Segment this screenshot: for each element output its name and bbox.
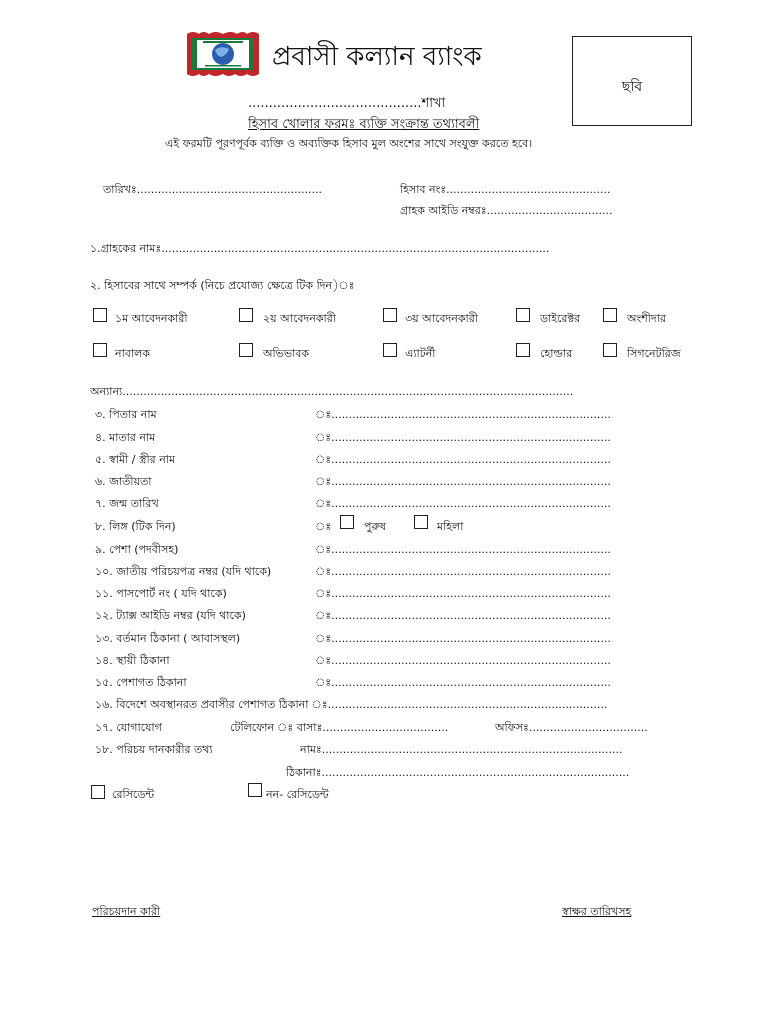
birth-date-field[interactable]: ঃ................................................................................ [315,497,611,510]
checkbox-partner[interactable] [603,308,617,322]
date-field[interactable]: তারিখঃ..................................................... [103,183,323,196]
others-field[interactable]: অন্যান্য................................................................................................................................. [90,385,574,398]
field-label: ৭. জন্ম তারিখ [95,497,159,510]
branch-field[interactable]: ..........................................শাখা [248,96,446,111]
photo-label: ছবি [621,79,643,95]
father-name-field[interactable]: ঃ................................................................................ [315,408,611,421]
introducer-label: ১৮. পরিচয় দানকারীর তথ্য [95,743,213,756]
customer-id-field[interactable]: গ্রাহক আইডি নম্বরঃ.................................... [400,204,613,217]
field-label: ১২. ট্যাক্স আইডি নম্বর (যদি থাকে) [95,609,246,622]
abroad-address-field[interactable]: ১৬. বিদেশে অবস্থানরত প্রবাসীর পেশাগত ঠিকানা ঃ................................................................................ [95,698,608,711]
photo-box [572,36,692,126]
introducer-name-field[interactable]: নামঃ...................................................................................... [300,743,623,756]
office-phone-field[interactable]: অফিসঃ.................................. [495,721,648,734]
field-label: ৩. পিতার নাম [95,408,157,421]
account-number-field[interactable]: হিসাব নংঃ............................................... [400,183,611,196]
label-minor: নাবালক [115,347,150,360]
label-holder: হোল্ডার [540,347,573,360]
field-label: ৫. স্বামী / স্ত্রীর নাম [95,453,176,466]
passport-field[interactable]: ঃ................................................................................ [315,587,611,600]
introducer-signature-label: পরিচয়দান কারী [92,905,161,918]
customer-name-field[interactable]: ১.গ্রাহকের নামঃ............................................................................................................... [90,242,550,255]
home-phone-field[interactable]: টেলিফোন ঃ বাসাঃ.................................... [230,721,449,734]
instruction-text: এই ফরমটি পূরণপূর্বক ব্যক্তি ও অব্যক্তিক হিসাব মুল অংশের সাথে সংযুক্ত করতে হবে। [165,137,533,150]
work-address-field[interactable]: ঃ................................................................................ [315,676,611,689]
checkbox-director[interactable] [516,308,530,322]
label-third-applicant: ৩য় আবেদনকারী [405,312,478,325]
checkbox-minor[interactable] [93,343,107,357]
checkbox-female[interactable] [414,515,428,529]
label-director: ডাইরেক্টর [540,312,581,325]
gender-colon: ঃ [315,520,332,533]
field-label: ১৪. স্থায়ী ঠিকানা [95,654,170,667]
checkbox-guardian[interactable] [239,343,253,357]
checkbox-male[interactable] [340,515,354,529]
label-female: মহিলা [437,520,464,533]
label-male: পুরুষ [364,520,386,533]
label-first-applicant: ১ম আবেদনকারী [115,312,188,325]
bank-logo [183,30,263,82]
checkbox-signatories[interactable] [603,343,617,357]
checkbox-attorney[interactable] [383,343,397,357]
label-second-applicant: ২য় আবেদনকারী [263,312,336,325]
field-label: ৪. মাতার নাম [95,431,156,444]
label-resident: রেসিডেন্ট [112,788,155,801]
checkbox-resident[interactable] [91,785,105,799]
present-address-field[interactable]: ঃ................................................................................ [315,632,611,645]
checkbox-first-applicant[interactable] [93,308,107,322]
form-title: হিসাব খোলার ফরমঃ ব্যক্তি সংক্রান্ত তথ্যাবলী [248,117,480,132]
contact-label: ১৭. যোগাযোগ [95,721,162,734]
tax-id-field[interactable]: ঃ................................................................................ [315,609,611,622]
field-label: ১১. পাসপোর্ট নং ( যদি থাকে) [95,587,227,600]
field-label: ৯. পেশা (পদবীসহ) [95,543,179,556]
nationality-field[interactable]: ঃ................................................................................ [315,475,611,488]
mother-name-field[interactable]: ঃ................................................................................ [315,431,611,444]
introducer-address-field[interactable]: ঠিকানাঃ........................................................................................ [286,766,630,779]
field-label: ১০. জাতীয় পরিচয়পত্র নম্বর (যদি থাকে) [95,565,272,578]
permanent-address-field[interactable]: ঃ................................................................................ [315,654,611,667]
checkbox-holder[interactable] [516,343,530,357]
relation-heading: ২. হিসাবের সাথে সম্পর্ক (নিচে প্রযোজ্য ক্ষেত্রে টিক দিন)ঃ [90,279,355,292]
checkbox-non-resident[interactable] [248,783,262,797]
checkbox-second-applicant[interactable] [239,308,253,322]
field-label: ৬. জাতীয়তা [95,475,152,488]
signature-date-label: স্বাক্ষর তারিখসহ [562,905,632,918]
label-guardian: অভিভাবক [263,347,310,360]
national-id-field[interactable]: ঃ................................................................................ [315,565,611,578]
occupation-field[interactable]: ঃ................................................................................ [315,543,611,556]
field-label: ১৩. বর্তমান ঠিকানা ( আবাসস্থল) [95,632,241,645]
label-attorney: এ্যাটর্নী [405,347,436,360]
checkbox-third-applicant[interactable] [383,308,397,322]
bank-name: প্রবাসী কল্যান ব্যাংক [272,42,482,72]
gender-label: ৮. লিঙ্গ (টিক দিন) [95,520,176,533]
label-non-resident: নন- রেসিডেন্ট [266,788,329,801]
label-partner: অংশীদার [627,312,666,325]
label-signatories: সিগনেটরিজ [627,347,681,360]
field-label: ১৫. পেশাগত ঠিকানা [95,676,187,689]
spouse-name-field[interactable]: ঃ................................................................................ [315,453,611,466]
